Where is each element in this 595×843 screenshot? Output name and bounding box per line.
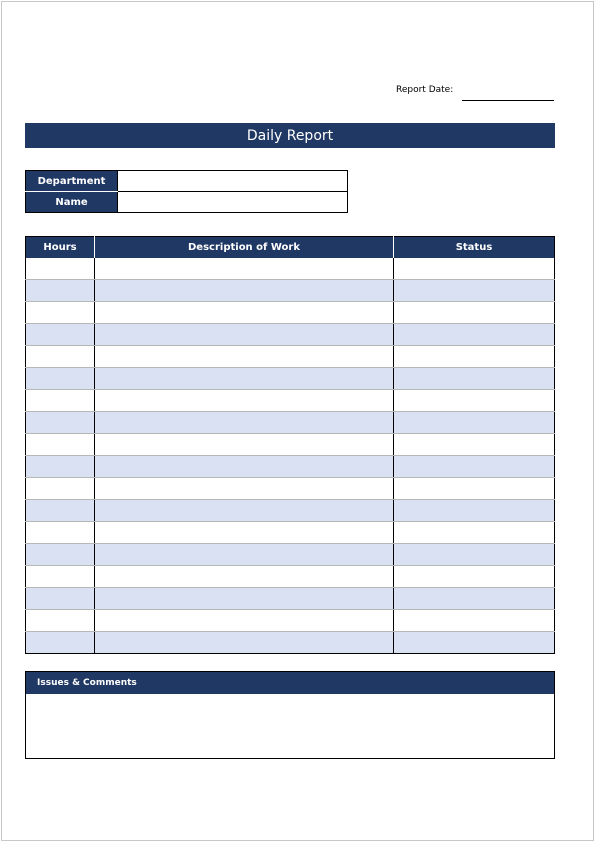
report-date-label: Report Date:	[396, 85, 454, 95]
hours-cell[interactable]	[26, 632, 95, 654]
department-field[interactable]	[118, 171, 348, 192]
description-cell[interactable]	[95, 258, 394, 280]
status-cell[interactable]	[394, 522, 555, 544]
issues-header: Issues & Comments	[26, 672, 554, 694]
status-cell[interactable]	[394, 632, 555, 654]
table-row	[26, 632, 555, 654]
hours-cell[interactable]	[26, 456, 95, 478]
table-row	[26, 500, 555, 522]
table-row	[26, 302, 555, 324]
hours-cell[interactable]	[26, 522, 95, 544]
hours-cell[interactable]	[26, 500, 95, 522]
status-cell[interactable]	[394, 500, 555, 522]
description-cell[interactable]	[95, 280, 394, 302]
department-row	[26, 171, 348, 192]
status-cell[interactable]	[394, 434, 555, 456]
work-table	[25, 236, 555, 654]
status-cell[interactable]	[394, 346, 555, 368]
hours-cell[interactable]	[26, 390, 95, 412]
hours-cell[interactable]	[26, 258, 95, 280]
description-cell[interactable]	[95, 610, 394, 632]
status-cell[interactable]	[394, 566, 555, 588]
description-cell[interactable]	[95, 588, 394, 610]
table-row	[26, 456, 555, 478]
description-cell[interactable]	[95, 434, 394, 456]
issues-section	[25, 671, 555, 759]
status-cell[interactable]	[394, 390, 555, 412]
name-label: Name	[26, 192, 118, 213]
page-title: Daily Report	[25, 123, 555, 148]
report-date-field[interactable]	[462, 100, 554, 101]
table-row	[26, 544, 555, 566]
status-cell[interactable]	[394, 368, 555, 390]
hours-cell[interactable]	[26, 434, 95, 456]
table-row	[26, 324, 555, 346]
table-row	[26, 258, 555, 280]
name-row	[26, 192, 348, 213]
hours-cell[interactable]	[26, 478, 95, 500]
table-row	[26, 522, 555, 544]
status-cell[interactable]	[394, 280, 555, 302]
hours-cell[interactable]	[26, 346, 95, 368]
status-cell[interactable]	[394, 588, 555, 610]
status-cell[interactable]	[394, 456, 555, 478]
document-page	[1, 1, 594, 841]
description-cell[interactable]	[95, 412, 394, 434]
name-field[interactable]	[118, 192, 348, 213]
status-cell[interactable]	[394, 258, 555, 280]
hours-cell[interactable]	[26, 588, 95, 610]
table-row	[26, 346, 555, 368]
work-table-body	[26, 258, 555, 654]
description-cell[interactable]	[95, 522, 394, 544]
hours-cell[interactable]	[26, 302, 95, 324]
status-cell[interactable]	[394, 478, 555, 500]
hours-cell[interactable]	[26, 566, 95, 588]
work-table-header	[26, 237, 555, 259]
table-row	[26, 368, 555, 390]
description-cell[interactable]	[95, 390, 394, 412]
table-row	[26, 412, 555, 434]
status-cell[interactable]	[394, 610, 555, 632]
table-row	[26, 280, 555, 302]
column-header-description: Description of Work	[95, 237, 394, 259]
table-row	[26, 478, 555, 500]
hours-cell[interactable]	[26, 610, 95, 632]
issues-field[interactable]	[26, 694, 554, 758]
info-table	[25, 170, 348, 213]
description-cell[interactable]	[95, 368, 394, 390]
column-header-hours: Hours	[26, 237, 95, 259]
description-cell[interactable]	[95, 566, 394, 588]
table-row	[26, 566, 555, 588]
department-label: Department	[26, 171, 118, 192]
description-cell[interactable]	[95, 456, 394, 478]
table-row	[26, 610, 555, 632]
status-cell[interactable]	[394, 302, 555, 324]
status-cell[interactable]	[394, 412, 555, 434]
hours-cell[interactable]	[26, 280, 95, 302]
status-cell[interactable]	[394, 544, 555, 566]
description-cell[interactable]	[95, 544, 394, 566]
hours-cell[interactable]	[26, 544, 95, 566]
description-cell[interactable]	[95, 478, 394, 500]
description-cell[interactable]	[95, 324, 394, 346]
hours-cell[interactable]	[26, 412, 95, 434]
description-cell[interactable]	[95, 632, 394, 654]
table-row	[26, 588, 555, 610]
status-cell[interactable]	[394, 324, 555, 346]
description-cell[interactable]	[95, 346, 394, 368]
hours-cell[interactable]	[26, 324, 95, 346]
table-row	[26, 434, 555, 456]
description-cell[interactable]	[95, 302, 394, 324]
hours-cell[interactable]	[26, 368, 95, 390]
description-cell[interactable]	[95, 500, 394, 522]
column-header-status: Status	[394, 237, 555, 259]
table-row	[26, 390, 555, 412]
